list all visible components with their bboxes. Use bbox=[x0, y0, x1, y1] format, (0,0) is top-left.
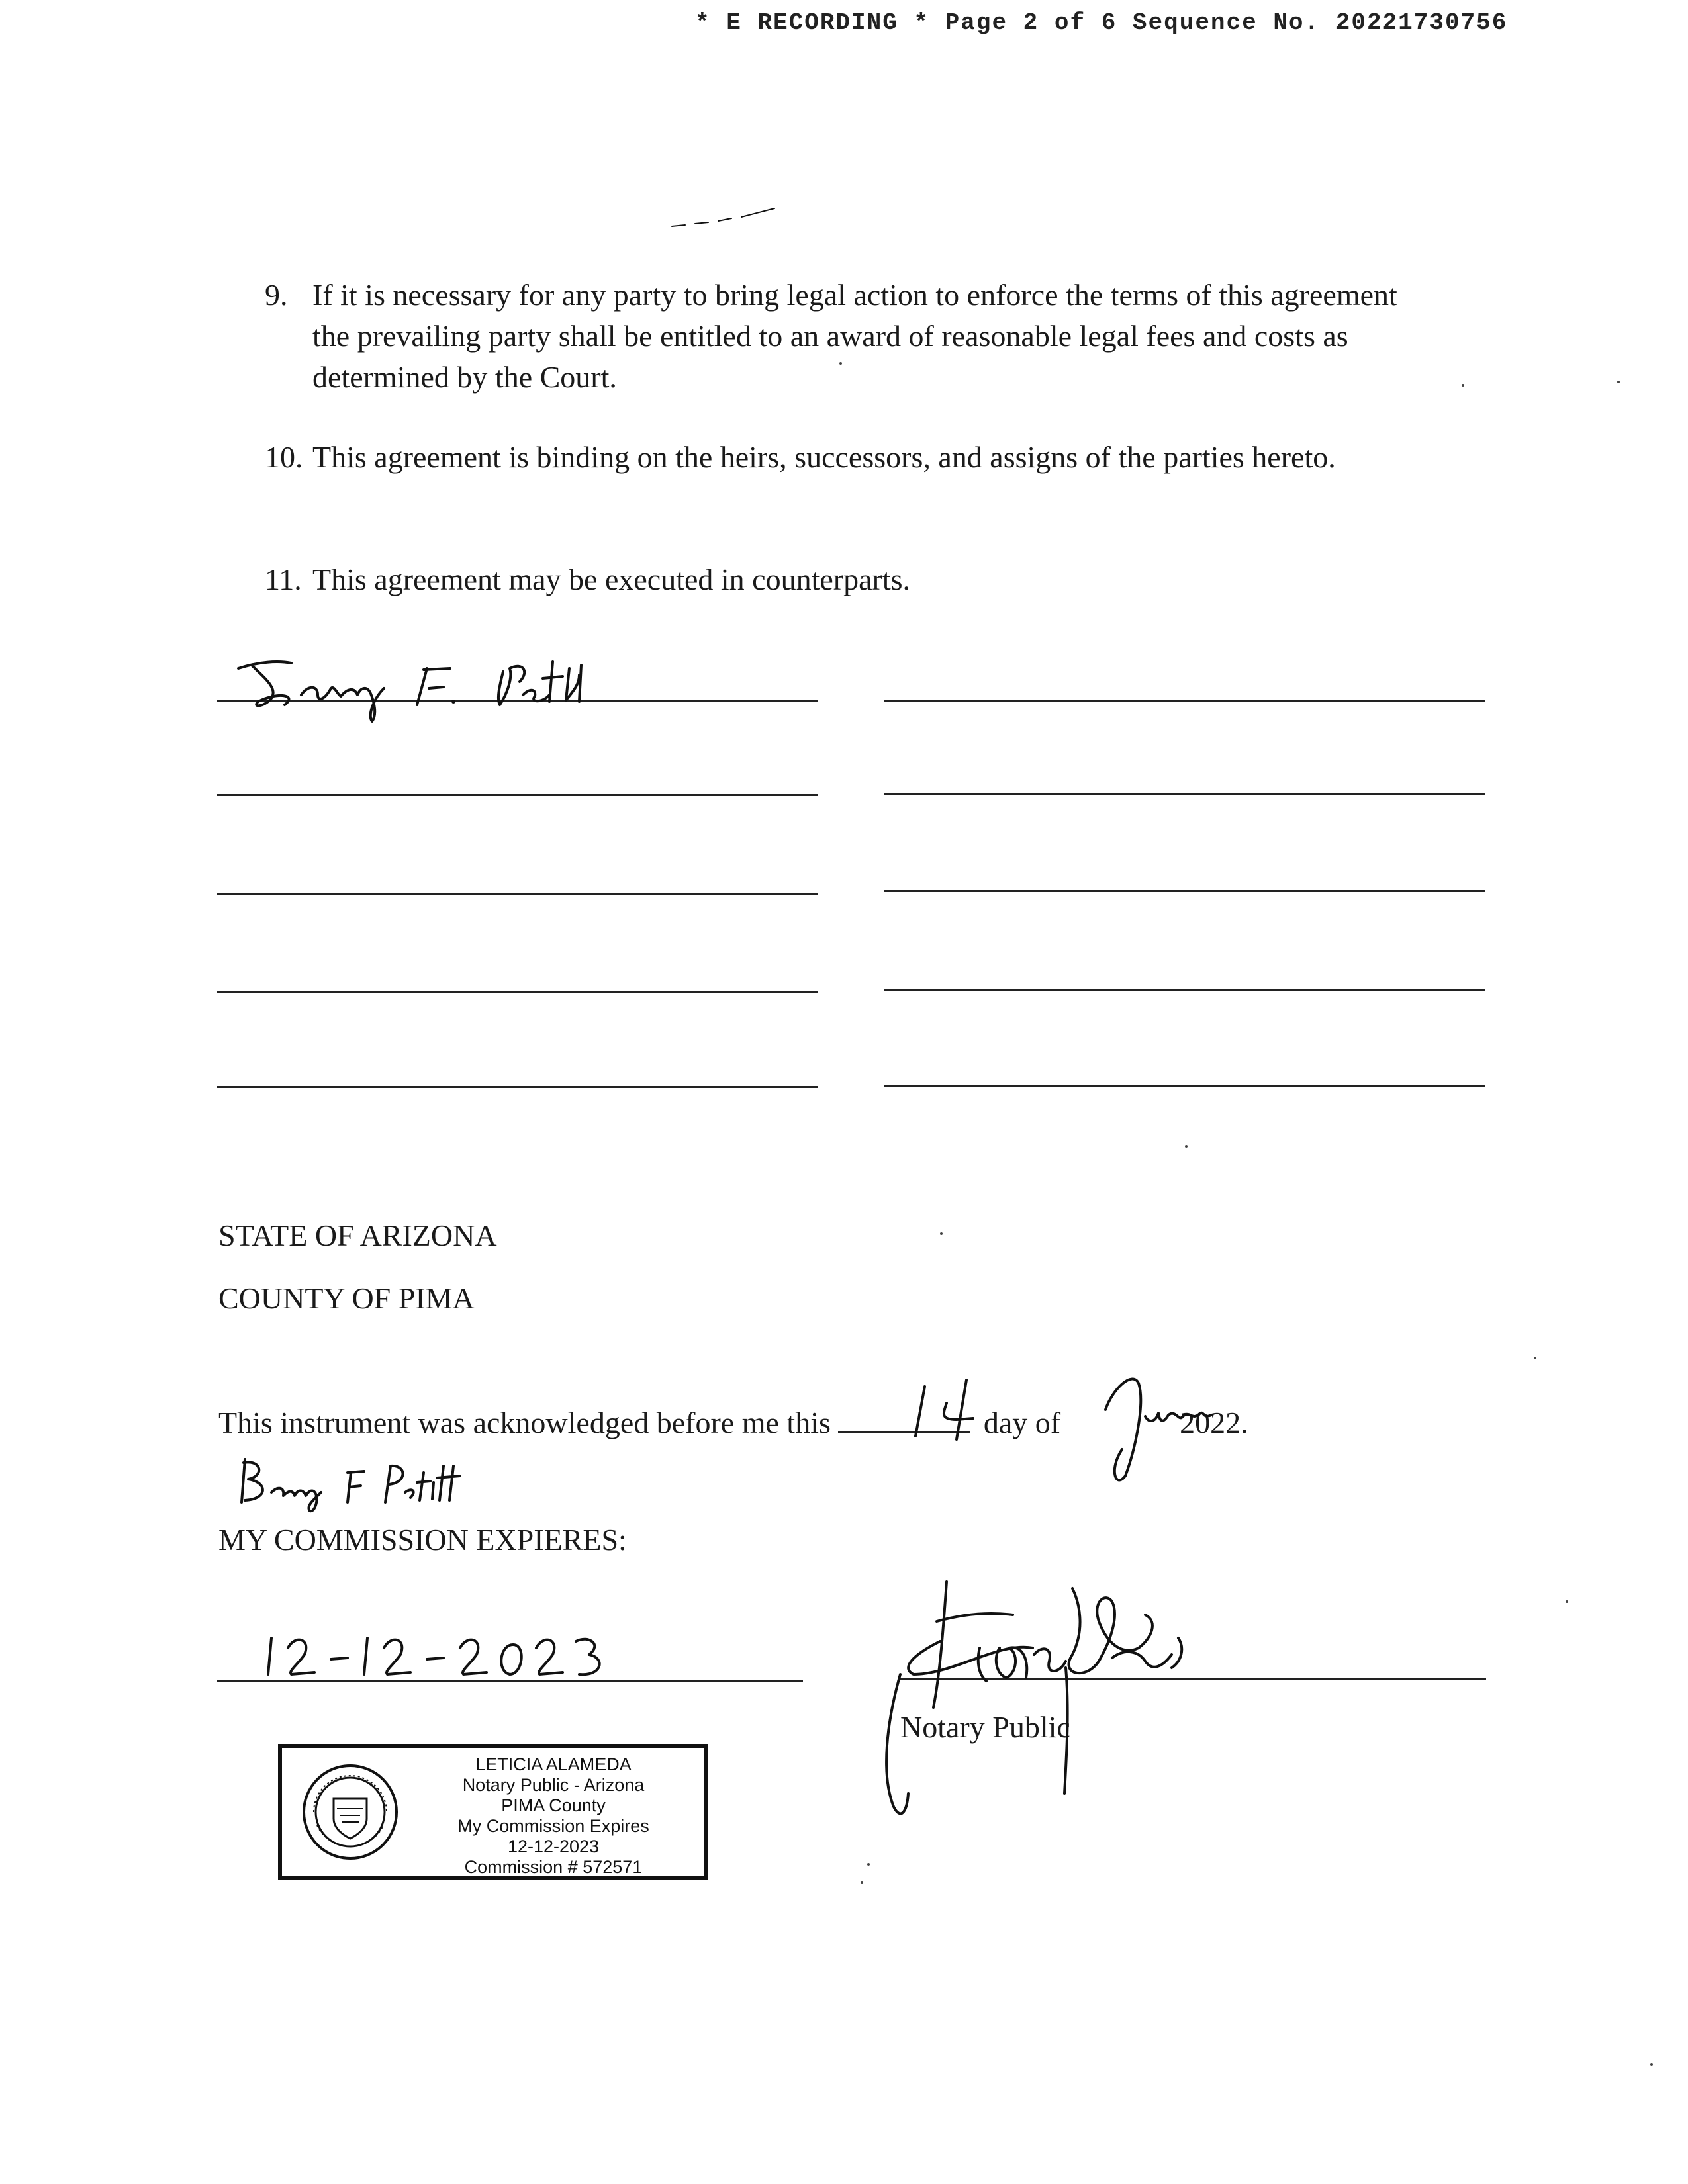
signature-line-left-4 bbox=[217, 991, 818, 993]
signature-line-left-3 bbox=[217, 893, 818, 895]
year-text: 2022. bbox=[1180, 1406, 1248, 1439]
handwritten-day-14 bbox=[910, 1373, 1016, 1446]
recording-header: * E RECORDING * Page 2 of 6 Sequence No. 20221730756 bbox=[695, 9, 1508, 36]
clause-line: determined by the Court. bbox=[312, 360, 617, 394]
scan-speck bbox=[1185, 1145, 1188, 1148]
scan-speck bbox=[940, 1232, 943, 1235]
stamp-notary-name: LETICIA ALAMEDA bbox=[475, 1754, 632, 1774]
signature-line-left-5 bbox=[217, 1086, 818, 1088]
signature-line-right-5 bbox=[884, 1085, 1485, 1087]
clause-line: If it is necessary for any party to bring legal action to enforce the terms of this agreement bbox=[312, 278, 1397, 312]
handwritten-signer-name bbox=[232, 1439, 510, 1519]
signature-line-right-2 bbox=[884, 793, 1485, 795]
scan-speck bbox=[861, 1881, 863, 1884]
arizona-state-seal bbox=[301, 1762, 400, 1862]
clause-line: This agreement is binding on the heirs, successors, and assigns of the parties hereto. bbox=[312, 440, 1336, 474]
clause-line: the prevailing party shall be entitled to an award of reasonable legal fees and costs as bbox=[312, 319, 1348, 353]
clause-9 bbox=[265, 275, 1562, 407]
notary-signature bbox=[861, 1575, 1205, 1833]
state-label: STATE OF ARIZONA bbox=[218, 1218, 497, 1252]
scan-speck bbox=[1566, 1600, 1568, 1603]
scan-speck bbox=[1617, 381, 1620, 383]
stamp-expires-date: 12-12-2023 bbox=[507, 1837, 600, 1856]
stray-mark bbox=[669, 205, 781, 232]
day-of-text: day of bbox=[983, 1406, 1061, 1439]
scan-speck bbox=[1650, 2063, 1653, 2066]
scan-speck bbox=[867, 1863, 870, 1866]
commission-expires-label: MY COMMISSION EXPIERES: bbox=[218, 1523, 627, 1557]
signature-line-right-4 bbox=[884, 989, 1485, 991]
scan-speck bbox=[1462, 384, 1464, 387]
clause-11 bbox=[265, 559, 1562, 606]
handwritten-commission-date bbox=[258, 1625, 616, 1684]
clause-number: 9. bbox=[265, 278, 288, 312]
clause-number: 11. bbox=[265, 563, 302, 596]
scan-speck bbox=[839, 362, 842, 365]
signature-barry-petitt bbox=[218, 622, 669, 728]
signature-line-left-2 bbox=[217, 794, 818, 796]
signature-line-right-1 bbox=[884, 700, 1485, 702]
clause-number: 10. bbox=[265, 440, 303, 474]
notary-public-label: Notary Public bbox=[900, 1710, 1070, 1744]
commission-date-line bbox=[217, 1680, 803, 1682]
clause-line: This agreement may be executed in counterparts. bbox=[312, 563, 911, 596]
clause-10 bbox=[265, 437, 1562, 483]
stamp-notary-title: Notary Public - Arizona bbox=[462, 1775, 645, 1795]
handwritten-month-june bbox=[1086, 1357, 1244, 1489]
stamp-county: PIMA County bbox=[501, 1796, 606, 1815]
county-label: COUNTY OF PIMA bbox=[218, 1281, 475, 1315]
stamp-commission-number: Commission # 572571 bbox=[464, 1857, 643, 1877]
acknowledgment-text: This instrument was acknowledged before me this bbox=[218, 1406, 831, 1439]
notary-stamp bbox=[278, 1744, 708, 1880]
signature-line-right-3 bbox=[884, 890, 1485, 892]
scan-speck bbox=[1534, 1357, 1536, 1359]
stamp-expires-label: My Commission Expires bbox=[457, 1816, 649, 1836]
